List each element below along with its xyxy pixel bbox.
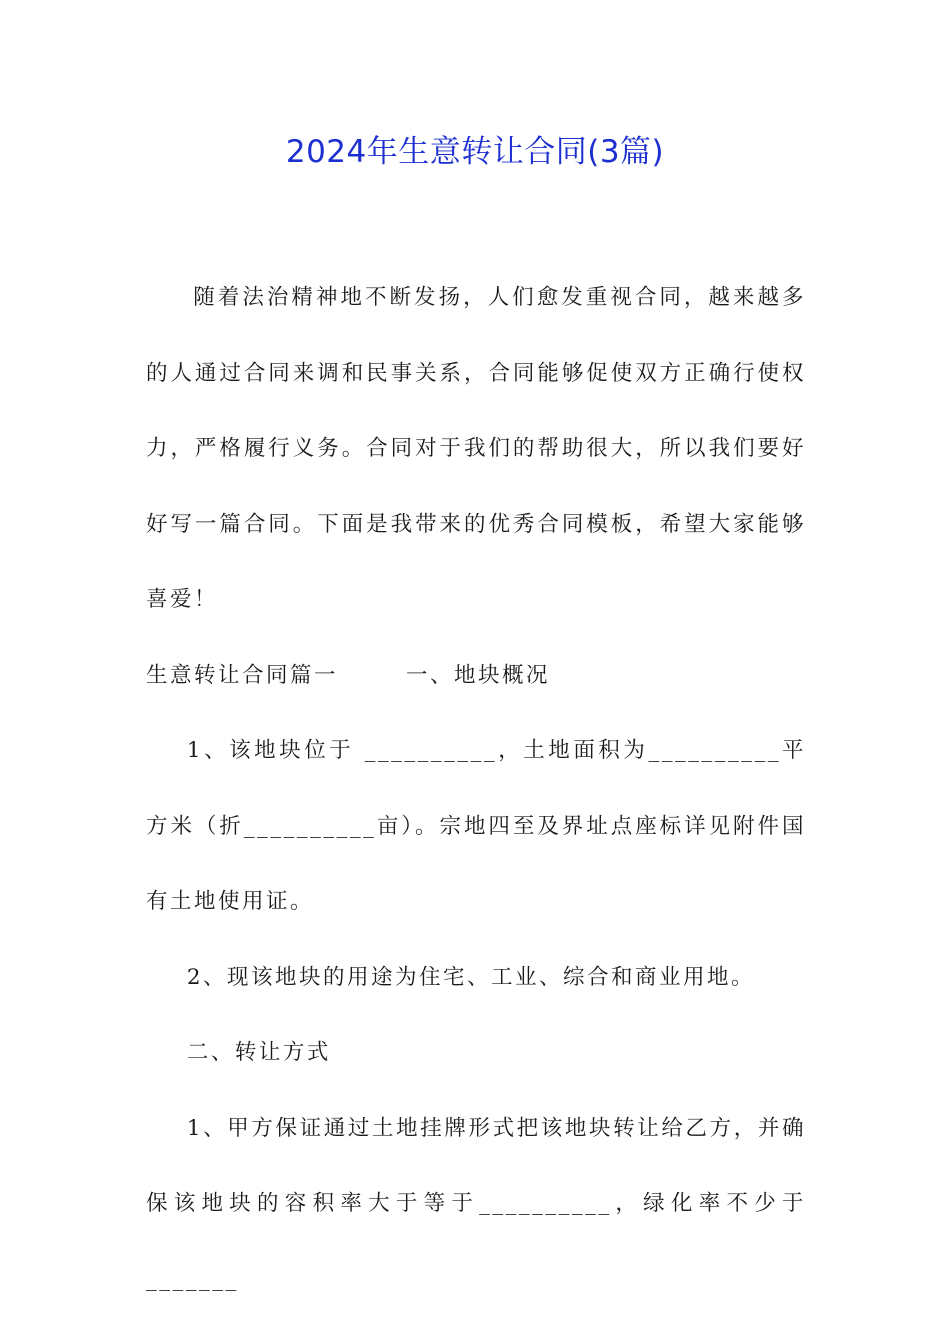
intro-paragraph: 随着法治精神地不断发扬，人们愈发重视合同，越来越多的人通过合同来调和民事关系，合同能够促使双方正确行使权力，严格履行义务。合同对于我们的帮助很大，所以我们要好好写一篇合同。下面是我带来的优秀合同模板，希望大家能够喜爱！	[146, 285, 806, 612]
document-title: 2024年生意转让合同(3篇)	[285, 134, 665, 170]
section-heading: 一、地块概况	[406, 662, 551, 688]
clause-2-1: 1、甲方保证通过土地挂牌形式把该地块转让给乙方，并确保该地块的容积率大于等于__________，绿化率不少于_______	[146, 1115, 806, 1292]
heading-2: 二、转让方式	[186, 1040, 331, 1065]
clause-1-2: 2、现该地块的用途为住宅、工业、综合和商业用地。	[186, 964, 756, 990]
document-body	[146, 260, 806, 1317]
section-line	[146, 638, 806, 714]
clause-1-1: 1、该地块位于 __________，土地面积为__________平方米（折__________亩）。宗地四至及界址点座标详见附件国有土地使用证。	[146, 738, 806, 914]
section-label: 生意转让合同篇一	[146, 662, 339, 688]
